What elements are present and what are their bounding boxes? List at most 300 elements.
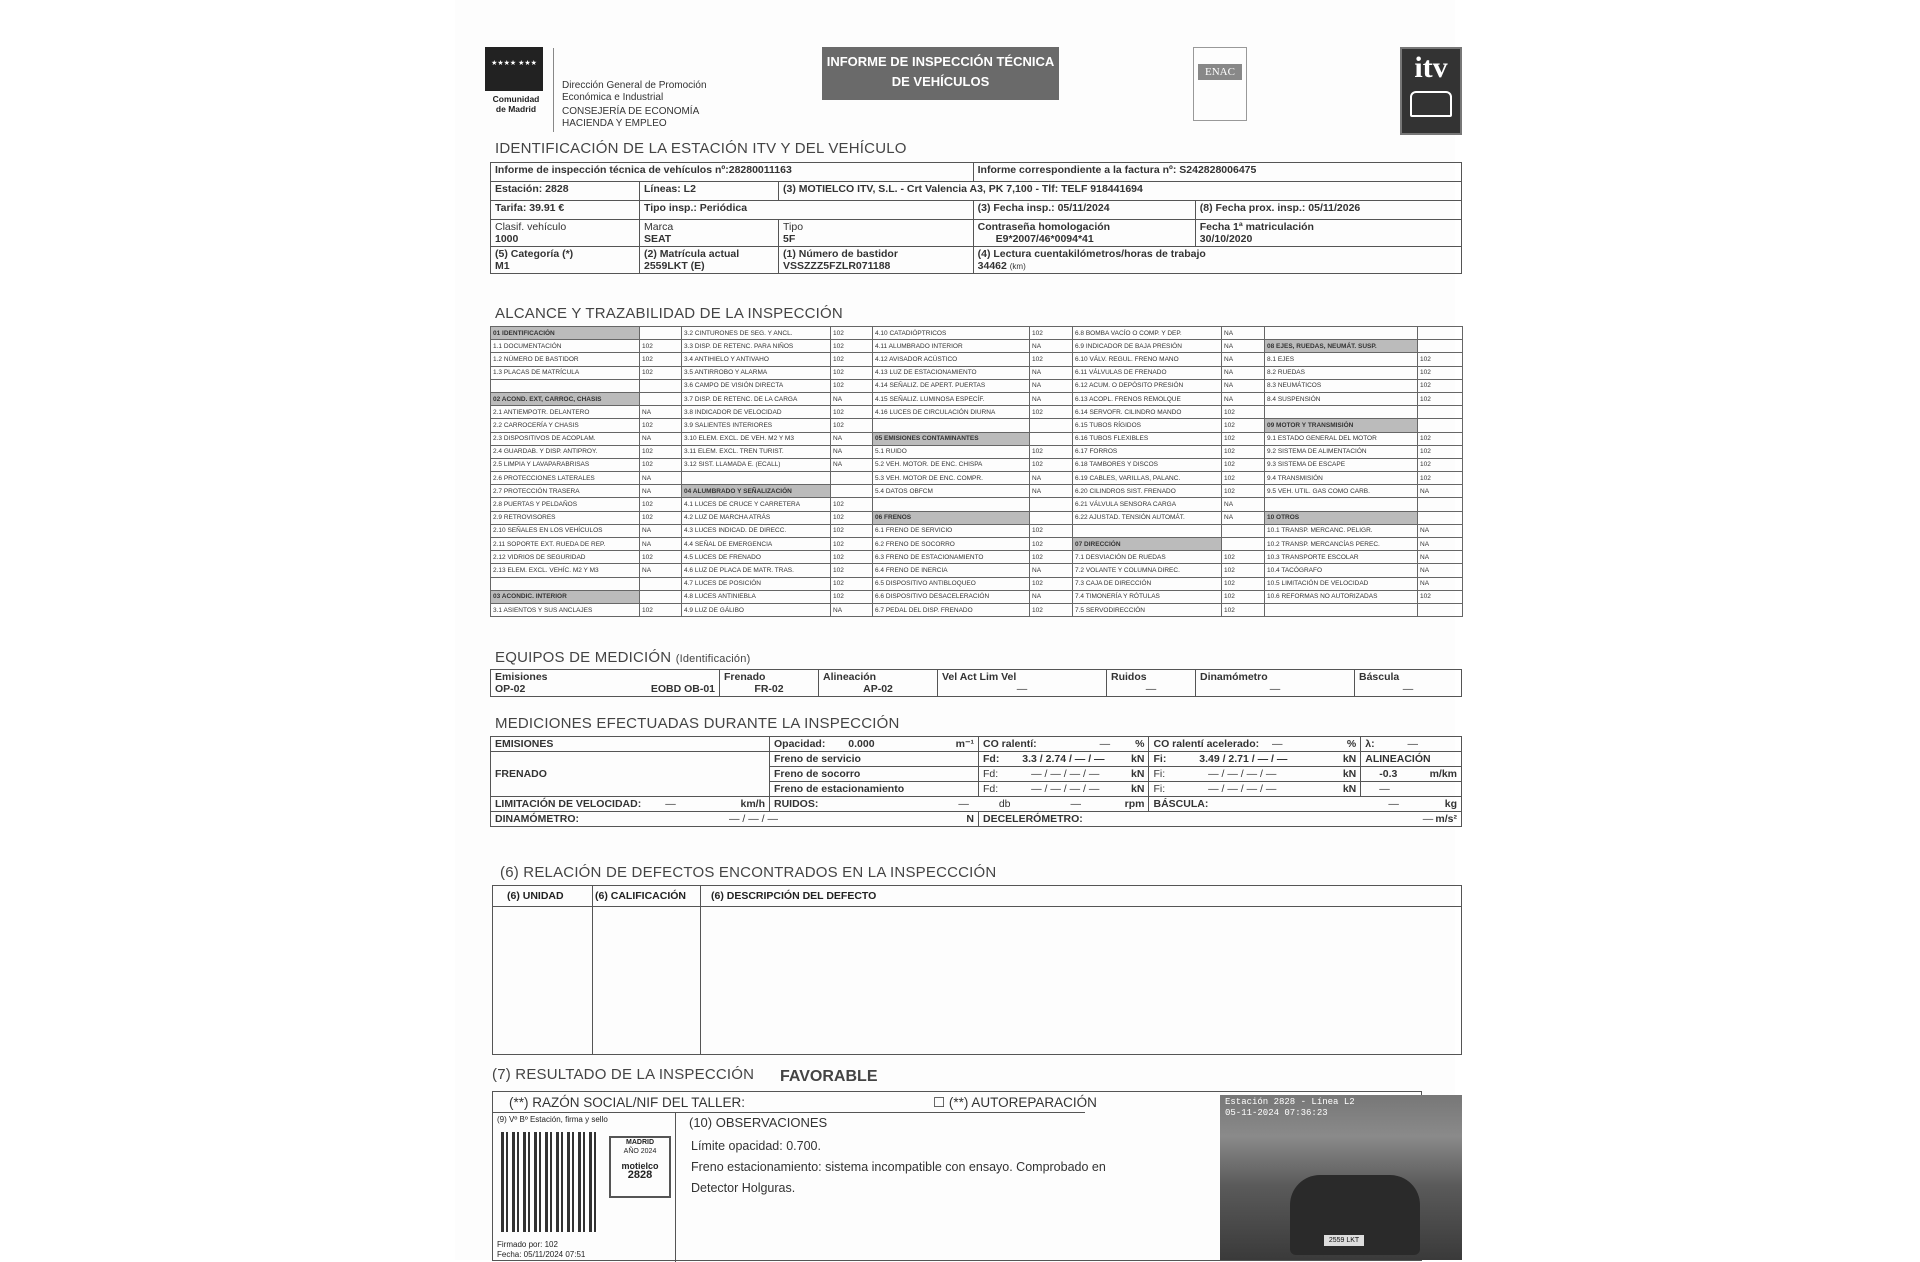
m-park-fi: Fi: — / — / — / — kN bbox=[1149, 782, 1361, 797]
scope-item: 3.11 ELEM. EXCL. TREN TURIST. bbox=[682, 445, 831, 458]
stamp-line3: motielco bbox=[621, 1161, 659, 1171]
divider bbox=[493, 1112, 1085, 1113]
scope-code: 102 bbox=[1030, 327, 1073, 340]
scope-group-header: 04 ALUMBRADO Y SEÑALIZACIÓN bbox=[682, 485, 831, 498]
dept-line1: Dirección General de Promoción bbox=[562, 80, 707, 91]
scope-code: 102 bbox=[1418, 445, 1463, 458]
scope-group-header: 07 DIRECCIÓN bbox=[1073, 538, 1222, 551]
scope-code: NA bbox=[640, 485, 682, 498]
scope-code: 102 bbox=[1222, 603, 1265, 616]
scope-code: NA bbox=[1222, 327, 1265, 340]
scope-code: 102 bbox=[640, 353, 682, 366]
eq-brakes: Frenado FR-02 bbox=[720, 670, 819, 697]
scope-code: 102 bbox=[640, 551, 682, 564]
scope-code: NA bbox=[1222, 353, 1265, 366]
scope-code: 102 bbox=[1030, 577, 1073, 590]
eq-emissions: Emisiones OP-02 EOBD OB-01 bbox=[491, 670, 720, 697]
eq-noise: Ruidos — bbox=[1107, 670, 1196, 697]
region-line1: Comunidad bbox=[492, 94, 540, 104]
scope-code: NA bbox=[1222, 340, 1265, 353]
scope-item: 9.2 SISTEMA DE ALIMENTACIÓN bbox=[1265, 445, 1418, 458]
scope-code: 102 bbox=[1222, 458, 1265, 471]
scope-item: 4.1 LUCES DE CRUCE Y CARRETERA bbox=[682, 498, 831, 511]
scope-item: 3.6 CAMPO DE VISIÓN DIRECTA bbox=[682, 379, 831, 392]
scope-code: NA bbox=[640, 524, 682, 537]
enac-logo bbox=[1193, 47, 1247, 121]
measurements-title: MEDICIONES EFECTUADAS DURANTE LA INSPECCIÓN bbox=[495, 715, 900, 732]
scope-code: 102 bbox=[1222, 564, 1265, 577]
stars-icon: ★★★★ ★★★ bbox=[491, 60, 537, 67]
scope-code: NA bbox=[1030, 485, 1073, 498]
scope-item: 8.4 SUSPENSIÓN bbox=[1265, 392, 1418, 405]
scope-code: 102 bbox=[1418, 432, 1463, 445]
scope-item: 6.18 TAMBORES Y DISCOS bbox=[1073, 458, 1222, 471]
photo-caption bbox=[1225, 1097, 1355, 1119]
scope-code bbox=[1030, 432, 1073, 445]
scope-item: 9.5 VEH. UTIL. GAS COMO CARB. bbox=[1265, 485, 1418, 498]
scope-code bbox=[1418, 419, 1463, 432]
scope-code: NA bbox=[1030, 392, 1073, 405]
col-description: (6) DESCRIPCIÓN DEL DEFECTO bbox=[711, 890, 877, 902]
inspection-report-page bbox=[455, 0, 1455, 1260]
scope-item: 1.1 DOCUMENTACIÓN bbox=[491, 340, 640, 353]
equipment-table bbox=[490, 669, 1462, 697]
scope-code: NA bbox=[1030, 564, 1073, 577]
scope-item: 4.12 AVISADOR ACÚSTICO bbox=[873, 353, 1030, 366]
m-park-fd: Fd: — / — / — / — kN bbox=[979, 782, 1149, 797]
scope-code: 102 bbox=[1418, 472, 1463, 485]
scope-row bbox=[491, 564, 1463, 577]
scope-item: 4.13 LUZ DE ESTACIONAMIENTO bbox=[873, 366, 1030, 379]
signature-info bbox=[497, 1240, 585, 1260]
scope-code: NA bbox=[1222, 511, 1265, 524]
scope-row bbox=[491, 353, 1463, 366]
scope-code: 102 bbox=[1222, 432, 1265, 445]
sign-date: Fecha: 05/11/2024 07:51 bbox=[497, 1250, 586, 1259]
scope-code: NA bbox=[1418, 551, 1463, 564]
scope-code: 102 bbox=[831, 406, 873, 419]
scope-code: 102 bbox=[831, 524, 873, 537]
identification-title: IDENTIFICACIÓN DE LA ESTACIÓN ITV Y DEL VEHÍCULO bbox=[495, 140, 907, 157]
m-opacity: Opacidad: 0.000 m⁻¹ bbox=[770, 737, 979, 752]
scope-item: 3.4 ANTIHIELO Y ANTIVAHO bbox=[682, 353, 831, 366]
observations-text bbox=[691, 1136, 1211, 1199]
scope-code bbox=[640, 379, 682, 392]
scope-item bbox=[1265, 327, 1418, 340]
scope-code: 102 bbox=[1222, 590, 1265, 603]
company: (3) MOTIELCO ITV, S.L. - Crt Valencia A3, PK 7,100 - Tlf: TELF 918441694 bbox=[779, 182, 1462, 201]
scope-item bbox=[1265, 498, 1418, 511]
scope-code: 102 bbox=[1030, 603, 1073, 616]
scope-code: 102 bbox=[831, 379, 873, 392]
photo-plate: 2559 LKT bbox=[1324, 1235, 1364, 1246]
scope-code: NA bbox=[1030, 366, 1073, 379]
scope-code: 102 bbox=[1418, 366, 1463, 379]
scope-code: 102 bbox=[1030, 524, 1073, 537]
scope-item: 6.10 VÁLV. REGUL. FRENO MANO bbox=[1073, 353, 1222, 366]
scope-code bbox=[1030, 419, 1073, 432]
scope-code: NA bbox=[1222, 498, 1265, 511]
scope-item: 7.4 TIMONERÍA Y RÓTULAS bbox=[1073, 590, 1222, 603]
scope-item: 4.10 CATADIÓPTRICOS bbox=[873, 327, 1030, 340]
scope-code: 102 bbox=[831, 577, 873, 590]
scope-item: 3.9 SALIENTES INTERIORES bbox=[682, 419, 831, 432]
scope-item: 2.5 LIMPIA Y LAVAPARABRISAS bbox=[491, 458, 640, 471]
scope-code: 102 bbox=[1222, 419, 1265, 432]
stamp-line1: MADRID bbox=[626, 1139, 654, 1146]
scope-item: 6.4 FRENO DE INERCIA bbox=[873, 564, 1030, 577]
scope-code: NA bbox=[640, 406, 682, 419]
scope-code: 102 bbox=[640, 419, 682, 432]
m-dyno: DINAMÓMETRO: — / — / — N bbox=[491, 812, 979, 827]
scope-code: NA bbox=[1418, 485, 1463, 498]
signed-by: Firmado por: 102 bbox=[497, 1240, 558, 1249]
scope-code bbox=[1222, 538, 1265, 551]
scope-item: 2.13 ELEM. EXCL. VEHÍC. M2 Y M3 bbox=[491, 564, 640, 577]
scope-code: 102 bbox=[640, 458, 682, 471]
observations-title: (10) OBSERVACIONES bbox=[689, 1115, 828, 1130]
scope-code: 102 bbox=[640, 445, 682, 458]
scope-code: 102 bbox=[1030, 353, 1073, 366]
scope-code: NA bbox=[640, 472, 682, 485]
scope-group-header: 09 MOTOR Y TRANSMISIÓN bbox=[1265, 419, 1418, 432]
vehicle-type: Tipo 5F bbox=[779, 220, 974, 247]
scope-code: NA bbox=[1418, 564, 1463, 577]
scope-code bbox=[640, 577, 682, 590]
m-co-acc: CO ralentí acelerado: — % bbox=[1149, 737, 1361, 752]
scope-item: 8.2 RUEDAS bbox=[1265, 366, 1418, 379]
scope-group-header: 08 EJES, RUEDAS, NEUMÁT. SUSP. bbox=[1265, 340, 1418, 353]
region-line2: de Madrid bbox=[495, 104, 537, 114]
scope-code: NA bbox=[1418, 577, 1463, 590]
divider bbox=[675, 1112, 676, 1262]
scope-item: 2.3 DISPOSITIVOS DE ACOPLAM. bbox=[491, 432, 640, 445]
scope-item: 5.2 VEH. MOTOR. DE ENC. CHISPA bbox=[873, 458, 1030, 471]
scope-item: 1.3 PLACAS DE MATRÍCULA bbox=[491, 366, 640, 379]
enac-label: ENAC bbox=[1198, 64, 1242, 80]
scope-code: 102 bbox=[831, 564, 873, 577]
scope-group-header: 06 FRENOS bbox=[873, 511, 1030, 524]
scope-item: 3.8 INDICADOR DE VELOCIDAD bbox=[682, 406, 831, 419]
scope-code: NA bbox=[1030, 590, 1073, 603]
scope-code: 102 bbox=[640, 498, 682, 511]
scope-row bbox=[491, 327, 1463, 340]
scope-code: 102 bbox=[640, 603, 682, 616]
scope-item: 3.2 CINTURONES DE SEG. Y ANCL. bbox=[682, 327, 831, 340]
scope-code: 102 bbox=[1030, 551, 1073, 564]
self-repair-checkbox[interactable]: ☐ (**) AUTOREPARACIÓN bbox=[933, 1095, 1097, 1110]
station-stamp bbox=[609, 1136, 671, 1198]
scope-item: 4.15 SEÑALIZ. LUMINOSA ESPECÍF. bbox=[873, 392, 1030, 405]
scope-group-header: 02 ACOND. EXT, CARROC, CHASIS bbox=[491, 392, 640, 405]
result-title: (7) RESULTADO DE LA INSPECCIÓN bbox=[492, 1066, 755, 1083]
scope-item: 3.12 SIST. LLAMADA E. (ECALL) bbox=[682, 458, 831, 471]
scope-row bbox=[491, 577, 1463, 590]
madrid-logo bbox=[485, 47, 547, 114]
scope-item: 4.2 LUZ DE MARCHA ATRÁS bbox=[682, 511, 831, 524]
col-qualification: (6) CALIFICACIÓN bbox=[593, 886, 701, 1054]
obs-line3: Detector Holguras. bbox=[691, 1181, 796, 1195]
scope-item: 2.1 ANTIEMPOTR. DELANTERO bbox=[491, 406, 640, 419]
odometer: (4) Lectura cuentakilómetros/horas de trabajo 34462 (km) bbox=[973, 247, 1461, 274]
m-emissions: EMISIONES bbox=[491, 737, 770, 752]
scope-code: 102 bbox=[831, 366, 873, 379]
scope-code: NA bbox=[1418, 538, 1463, 551]
scope-code: 102 bbox=[831, 353, 873, 366]
report-number: Informe de inspección técnica de vehículos nº:28280011163 bbox=[491, 163, 974, 182]
lines: Líneas: L2 bbox=[640, 182, 779, 201]
scope-code: 102 bbox=[831, 538, 873, 551]
scope-row bbox=[491, 498, 1463, 511]
scope-item bbox=[1073, 524, 1222, 537]
scope-item: 7.1 DESVIACIÓN DE RUEDAS bbox=[1073, 551, 1222, 564]
car-icon bbox=[1410, 91, 1452, 117]
plate: (2) Matrícula actual 2559LKT (E) bbox=[640, 247, 779, 274]
scope-row bbox=[491, 551, 1463, 564]
m-service-fd: Fd: 3.3 / 2.74 / — / — kN bbox=[979, 752, 1149, 767]
scope-item: 1.2 NÚMERO DE BASTIDOR bbox=[491, 353, 640, 366]
workshop-label: (**) RAZÓN SOCIAL/NIF DEL TALLER: bbox=[509, 1095, 746, 1110]
itv-logo bbox=[1400, 47, 1462, 135]
scope-item: 6.3 FRENO DE ESTACIONAMIENTO bbox=[873, 551, 1030, 564]
scope-code: NA bbox=[640, 538, 682, 551]
dept-line4: HACIENDA Y EMPLEO bbox=[562, 117, 667, 129]
scope-item: 2.10 SEÑALES EN LOS VEHÍCULOS bbox=[491, 524, 640, 537]
scope-row bbox=[491, 524, 1463, 537]
scope-item: 6.16 TUBOS FLEXIBLES bbox=[1073, 432, 1222, 445]
scope-code: 102 bbox=[1418, 590, 1463, 603]
scope-code: 102 bbox=[831, 551, 873, 564]
scope-item: 2.9 RETROVISORES bbox=[491, 511, 640, 524]
scope-code: 102 bbox=[1030, 458, 1073, 471]
scope-code: NA bbox=[831, 445, 873, 458]
scope-group-header: 03 ACONDIC. INTERIOR bbox=[491, 590, 640, 603]
stamp-line2: AÑO 2024 bbox=[623, 1148, 657, 1155]
scope-code bbox=[1222, 524, 1265, 537]
scope-item: 4.6 LUZ DE PLACA DE MATR. TRAS. bbox=[682, 564, 831, 577]
scope-item: 6.5 DISPOSITIVO ANTIBLOQUEO bbox=[873, 577, 1030, 590]
m-decel: DECELERÓMETRO: — m/s² bbox=[979, 812, 1462, 827]
m-alignment-label: ALINEACIÓN bbox=[1361, 752, 1462, 767]
scope-row bbox=[491, 485, 1463, 498]
scope-code: NA bbox=[1030, 340, 1073, 353]
scope-code bbox=[1030, 498, 1073, 511]
m-emerg-fd: Fd: — / — / — / — kN bbox=[979, 767, 1149, 782]
scope-item: 10.4 TACÓGRAFO bbox=[1265, 564, 1418, 577]
scope-row bbox=[491, 458, 1463, 471]
scope-row bbox=[491, 603, 1463, 616]
scope-item: 7.2 VOLANTE Y COLUMNA DIREC. bbox=[1073, 564, 1222, 577]
defects-box bbox=[492, 885, 1462, 1055]
scope-item bbox=[1265, 603, 1418, 616]
scope-code: 102 bbox=[1418, 379, 1463, 392]
scope-item: 6.1 FRENO DE SERVICIO bbox=[873, 524, 1030, 537]
scope-item: 2.12 VIDRIOS DE SEGURIDAD bbox=[491, 551, 640, 564]
scope-item: 6.19 CABLES, VARILLAS, PALANC. bbox=[1073, 472, 1222, 485]
scope-item: 6.6 DISPOSITIVO DESACELERACIÓN bbox=[873, 590, 1030, 603]
dept-line3: CONSEJERÍA DE ECONOMÍA bbox=[562, 106, 700, 117]
scope-item bbox=[873, 419, 1030, 432]
scope-code: NA bbox=[1222, 379, 1265, 392]
scope-item: 8.1 EJES bbox=[1265, 353, 1418, 366]
station: Estación: 2828 bbox=[491, 182, 640, 201]
scope-group-header: 05 EMISIONES CONTAMINANTES bbox=[873, 432, 1030, 445]
scope-item: 2.11 SOPORTE EXT. RUEDA DE REP. bbox=[491, 538, 640, 551]
photo-caption1: Estación 2828 - Línea L2 bbox=[1225, 1097, 1355, 1107]
scope-item: 3.1 ASIENTOS Y SUS ANCLAJES bbox=[491, 603, 640, 616]
scope-row bbox=[491, 366, 1463, 379]
scope-code: NA bbox=[831, 458, 873, 471]
first-registration: Fecha 1ª matriculación 30/10/2020 bbox=[1195, 220, 1461, 247]
scope-code: 102 bbox=[1222, 445, 1265, 458]
m-service-brake: Freno de servicio bbox=[770, 752, 979, 767]
obs-line1: Límite opacidad: 0.700. bbox=[691, 1139, 821, 1153]
scope-item: 6.20 CILINDROS SIST. FRENADO bbox=[1073, 485, 1222, 498]
scope-item bbox=[491, 577, 640, 590]
scope-row bbox=[491, 511, 1463, 524]
scope-item: 4.16 LUCES DE CIRCULACIÓN DIURNA bbox=[873, 406, 1030, 419]
eq-alignment: Alineación AP-02 bbox=[819, 670, 938, 697]
scope-item bbox=[682, 472, 831, 485]
identification-table bbox=[490, 162, 1462, 274]
title-line2: DE VEHÍCULOS bbox=[891, 74, 990, 89]
scope-code: 102 bbox=[1418, 458, 1463, 471]
itv-label: itv bbox=[1414, 51, 1448, 84]
scope-code: 102 bbox=[640, 366, 682, 379]
vehicle-brand: Marca SEAT bbox=[640, 220, 779, 247]
scope-item: 3.3 DISP. DE RETENC. PARA NIÑOS bbox=[682, 340, 831, 353]
scope-code bbox=[640, 327, 682, 340]
scope-code: 102 bbox=[831, 327, 873, 340]
m-scale: BÁSCULA: — kg bbox=[1149, 797, 1462, 812]
scope-item: 7.3 CAJA DE DIRECCIÓN bbox=[1073, 577, 1222, 590]
defects-header-rule bbox=[493, 906, 1461, 907]
m-braking: FRENADO bbox=[491, 752, 770, 797]
madrid-flag bbox=[485, 47, 543, 91]
scope-item bbox=[873, 498, 1030, 511]
scope-item: 5.1 RUIDO bbox=[873, 445, 1030, 458]
scope-code: NA bbox=[1222, 366, 1265, 379]
photo-caption2: 05-11-2024 07:36:23 bbox=[1225, 1108, 1328, 1118]
scope-item: 3.10 ELEM. EXCL. DE VEH. M2 Y M3 bbox=[682, 432, 831, 445]
scope-item: 3.7 DISP. DE RETENC. DE LA CARGA bbox=[682, 392, 831, 405]
m-co-idle: CO ralentí: — % bbox=[979, 737, 1149, 752]
scope-code: NA bbox=[1030, 472, 1073, 485]
scope-row bbox=[491, 340, 1463, 353]
scope-code bbox=[831, 485, 873, 498]
scope-code: 102 bbox=[1222, 577, 1265, 590]
eq-speed: Vel Act Lim Vel — bbox=[938, 670, 1107, 697]
measurements-table bbox=[490, 736, 1462, 827]
scope-item bbox=[491, 379, 640, 392]
sign-label: (9) Vº Bº Estación, firma y sello bbox=[497, 1115, 608, 1124]
scope-code: 102 bbox=[1030, 445, 1073, 458]
scope-item: 10.3 TRANSPORTE ESCOLAR bbox=[1265, 551, 1418, 564]
report-title bbox=[822, 47, 1059, 100]
eq-dyno: Dinamómetro — bbox=[1196, 670, 1355, 697]
m-alignment-value2: — bbox=[1361, 782, 1462, 797]
inspection-type: Tipo insp.: Periódica bbox=[640, 201, 974, 220]
scope-code: NA bbox=[1222, 392, 1265, 405]
scope-item: 6.9 INDICADOR DE BAJA PRESIÓN bbox=[1073, 340, 1222, 353]
m-lambda: λ: — bbox=[1361, 737, 1462, 752]
scope-item: 4.4 SEÑAL DE EMERGENCIA bbox=[682, 538, 831, 551]
scope-item: 4.14 SEÑALIZ. DE APERT. PUERTAS bbox=[873, 379, 1030, 392]
scope-item: 5.4 DATOS OBFCM bbox=[873, 485, 1030, 498]
inspection-date: (3) Fecha insp.: 05/11/2024 bbox=[973, 201, 1195, 220]
scope-item: 8.3 NEUMÁTICOS bbox=[1265, 379, 1418, 392]
divider bbox=[553, 48, 554, 132]
m-park-brake: Freno de estacionamiento bbox=[770, 782, 979, 797]
scope-row bbox=[491, 590, 1463, 603]
scope-row bbox=[491, 432, 1463, 445]
scope-item: 3.5 ANTIRROBO Y ALARMA bbox=[682, 366, 831, 379]
scope-code: NA bbox=[831, 392, 873, 405]
scope-grid bbox=[490, 326, 1463, 617]
stamp-line4: 2828 bbox=[627, 1169, 653, 1181]
scope-item: 4.3 LUCES INDICAD. DE DIRECC. bbox=[682, 524, 831, 537]
scope-row bbox=[491, 419, 1463, 432]
scope-code: 102 bbox=[831, 419, 873, 432]
scope-code bbox=[1418, 498, 1463, 511]
scope-code: NA bbox=[640, 432, 682, 445]
inspection-photo bbox=[1220, 1095, 1462, 1260]
scope-row bbox=[491, 379, 1463, 392]
scope-code: NA bbox=[640, 564, 682, 577]
scope-item: 6.21 VÁLVULA SENSORA CARGA bbox=[1073, 498, 1222, 511]
scope-item: 2.7 PROTECCIÓN TRASERA bbox=[491, 485, 640, 498]
scope-item: 6.7 PEDAL DEL DISP. FRENADO bbox=[873, 603, 1030, 616]
scope-item: 2.4 GUARDAB. Y DISP. ANTIPROY. bbox=[491, 445, 640, 458]
scope-code bbox=[831, 472, 873, 485]
scope-code: 102 bbox=[831, 590, 873, 603]
scope-item: 6.8 BOMBA VACÍO O COMP. Y DEP. bbox=[1073, 327, 1222, 340]
scope-code: 102 bbox=[831, 340, 873, 353]
scope-code: 102 bbox=[1418, 353, 1463, 366]
scope-code bbox=[1418, 511, 1463, 524]
scope-item bbox=[1265, 406, 1418, 419]
scope-code: 102 bbox=[1222, 472, 1265, 485]
scope-code bbox=[1418, 340, 1463, 353]
scope-code: 102 bbox=[640, 340, 682, 353]
m-service-fi: Fi: 3.49 / 2.71 / — / — kN bbox=[1149, 752, 1361, 767]
scope-code: 102 bbox=[1222, 551, 1265, 564]
scope-item: 4.11 ALUMBRADO INTERIOR bbox=[873, 340, 1030, 353]
scope-item: 9.3 SISTEMA DE ESCAPE bbox=[1265, 458, 1418, 471]
scope-code: NA bbox=[831, 432, 873, 445]
scope-code bbox=[640, 392, 682, 405]
scope-title: ALCANCE Y TRAZABILIDAD DE LA INSPECCIÓN bbox=[495, 305, 843, 322]
qr-code bbox=[501, 1132, 599, 1232]
homologation: Contraseña homologación E9*2007/46*0094*41 bbox=[973, 220, 1195, 247]
m-emerg-fi: Fi: — / — / — / — kN bbox=[1149, 767, 1361, 782]
scope-item: 2.2 CARROCERÍA Y CHASIS bbox=[491, 419, 640, 432]
scope-code: NA bbox=[1030, 379, 1073, 392]
m-alignment-value: -0.3 m/km bbox=[1361, 767, 1462, 782]
scope-item: 2.8 PUERTAS Y PELDAÑOS bbox=[491, 498, 640, 511]
scope-row bbox=[491, 392, 1463, 405]
scope-code: 102 bbox=[1222, 406, 1265, 419]
scope-row bbox=[491, 406, 1463, 419]
scope-code: 102 bbox=[831, 498, 873, 511]
scope-code: 102 bbox=[1030, 406, 1073, 419]
scope-item: 2.6 PROTECCIONES LATERALES bbox=[491, 472, 640, 485]
scope-item: 6.13 ACOPL. FRENOS REMOLQUE bbox=[1073, 392, 1222, 405]
scope-code bbox=[1418, 603, 1463, 616]
vin: (1) Número de bastidor VSSZZZ5FZLR071188 bbox=[779, 247, 974, 274]
scope-code: 102 bbox=[831, 511, 873, 524]
scope-item: 6.22 AJUSTAD. TENSIÓN AUTOMÁT. bbox=[1073, 511, 1222, 524]
